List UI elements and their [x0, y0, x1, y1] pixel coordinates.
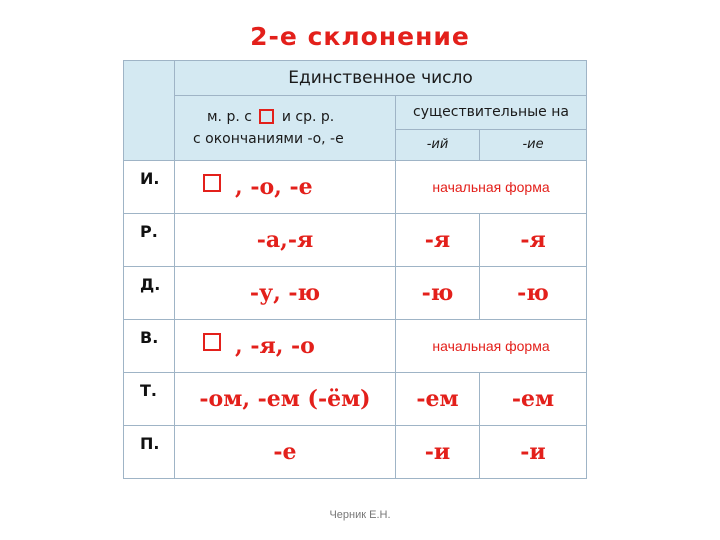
ending-text: , -я, -о — [235, 333, 315, 359]
zero-ending-icon — [203, 174, 221, 192]
ending-iy: -ем — [396, 373, 480, 426]
ending-iy: -и — [396, 426, 480, 479]
header-ie: -ие — [480, 129, 587, 160]
case-label: В. — [124, 320, 175, 373]
ending-text: , -о, -е — [235, 174, 313, 200]
table-corner — [124, 61, 175, 161]
ending-main — [175, 320, 396, 373]
page-title: 2-е склонение — [250, 22, 470, 51]
table-row — [124, 267, 587, 320]
ending-main: -е — [175, 426, 396, 479]
case-label: Д. — [124, 267, 175, 320]
table-row — [124, 373, 587, 426]
table-row — [124, 214, 587, 267]
ending-ie: -и — [480, 426, 587, 479]
case-label: П. — [124, 426, 175, 479]
ending-main — [175, 161, 396, 214]
case-label: Т. — [124, 373, 175, 426]
zero-ending-icon — [259, 109, 274, 124]
case-label: Р. — [124, 214, 175, 267]
zero-ending-icon — [203, 333, 221, 351]
ending-iy: -ю — [396, 267, 480, 320]
declension-table — [123, 60, 587, 479]
ending-iy: -я — [396, 214, 480, 267]
table-row — [124, 320, 587, 373]
ending-ie: -я — [480, 214, 587, 267]
author-footer: Черник Е.Н. — [329, 509, 391, 521]
initial-form: начальная форма — [396, 161, 587, 214]
table-row — [124, 161, 587, 214]
ending-ie: -ем — [480, 373, 587, 426]
initial-form: начальная форма — [396, 320, 587, 373]
header-singular: Единственное число — [175, 61, 587, 96]
header-masc-neut — [175, 96, 396, 161]
ending-ie: -ю — [480, 267, 587, 320]
table-row — [124, 426, 587, 479]
header-neut-label: и ср. р. — [281, 109, 335, 125]
header-nouns-ending: существительные на — [396, 96, 587, 130]
case-label: И. — [124, 161, 175, 214]
header-endings-label: с окончаниями -о, -е — [193, 131, 344, 147]
ending-main: -а,-я — [175, 214, 396, 267]
header-iy: -ий — [396, 129, 480, 160]
ending-main: -ом, -ем (-ём) — [175, 373, 396, 426]
header-masc-label: м. р. с — [207, 109, 252, 125]
ending-main: -у, -ю — [175, 267, 396, 320]
